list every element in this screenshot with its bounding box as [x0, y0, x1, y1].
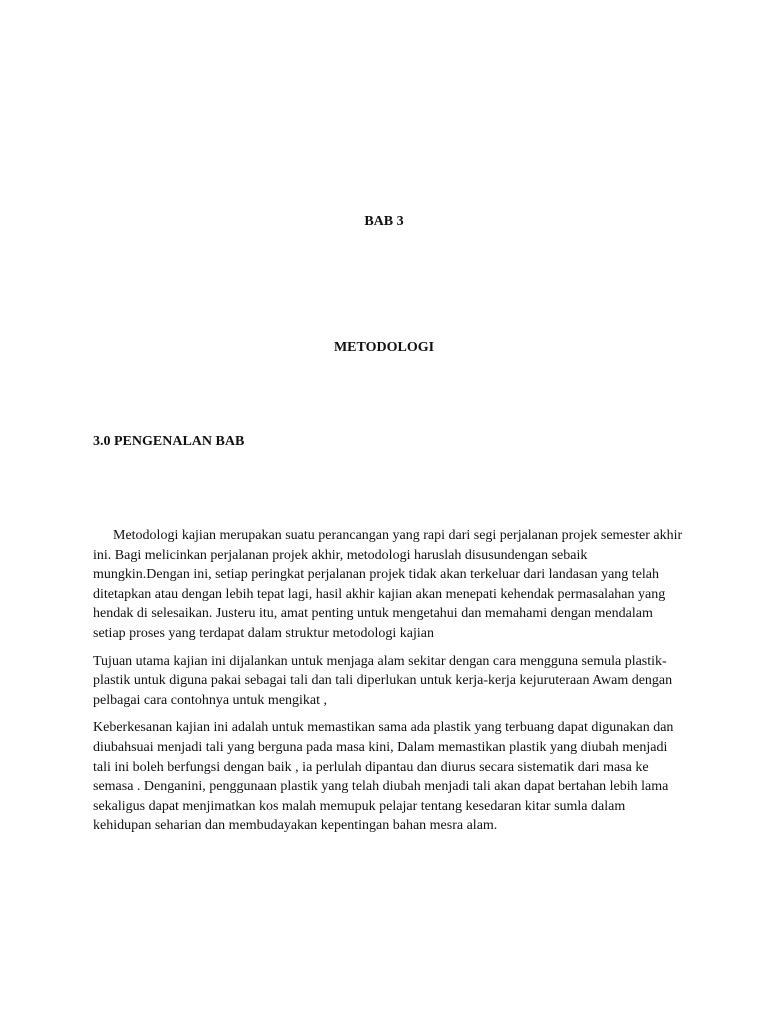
paragraph-effectiveness: Keberkesanan kajian ini adalah untuk memastikan sama ada plastik yang terbuang dapat digunakan dan diubahsuai menjadi tali yang berguna pada masa kini, Dalam memastikan plastik yang diubah menjadi tali ini boleh berfungsi dengan baik , ia perlulah dipantau dan diurus secara sistematik dari masa ke semasa . Denganini, penggunaan plastik yang telah diubah menjadi tali akan dapat bertahan lebih lama sekaligus dapat menjimatkan kos malah memupuk pelajar tentang kesedaran kitar sumla dalam kehidupan seharian dan membudayakan kepentingan bahan mesra alam.	[93, 720, 674, 834]
paragraph-intro: Metodologi kajian merupakan suatu perancangan yang rapi dari segi perjalanan projek semester akhir ini. Bagi melicinkan perjalanan projek akhir, metodologi haruslah disusundengan sebaik mungkin.Dengan ini, setiap peringkat perjalanan projek tidak akan terkeluar dari landasan yang telah ditetapkan atau dengan lebih tepat lagi, hasil akhir kajian akan menepati kehendak permasalahan yang hendak di selesaikan. Justeru itu, amat penting untuk mengetahui dan memahami dengan mendalam setiap proses yang terdapat dalam struktur metodologi kajian	[93, 528, 683, 641]
section-heading: 3.0 PENGENALAN BAB	[93, 434, 245, 449]
paragraph-objective: Tujuan utama kajian ini dijalankan untuk menjaga alam sekitar dengan cara mengguna semula plastik-plastik untuk diguna pakai sebagai tali dan tali diperlukan untuk kerja-kerja kejuruteraan Awam dengan pelbagai cara contohnya untuk mengikat ,	[93, 653, 673, 708]
body-text	[93, 526, 683, 844]
chapter-label: BAB 3	[364, 214, 404, 229]
chapter-title: METODOLOGI	[333, 340, 435, 355]
